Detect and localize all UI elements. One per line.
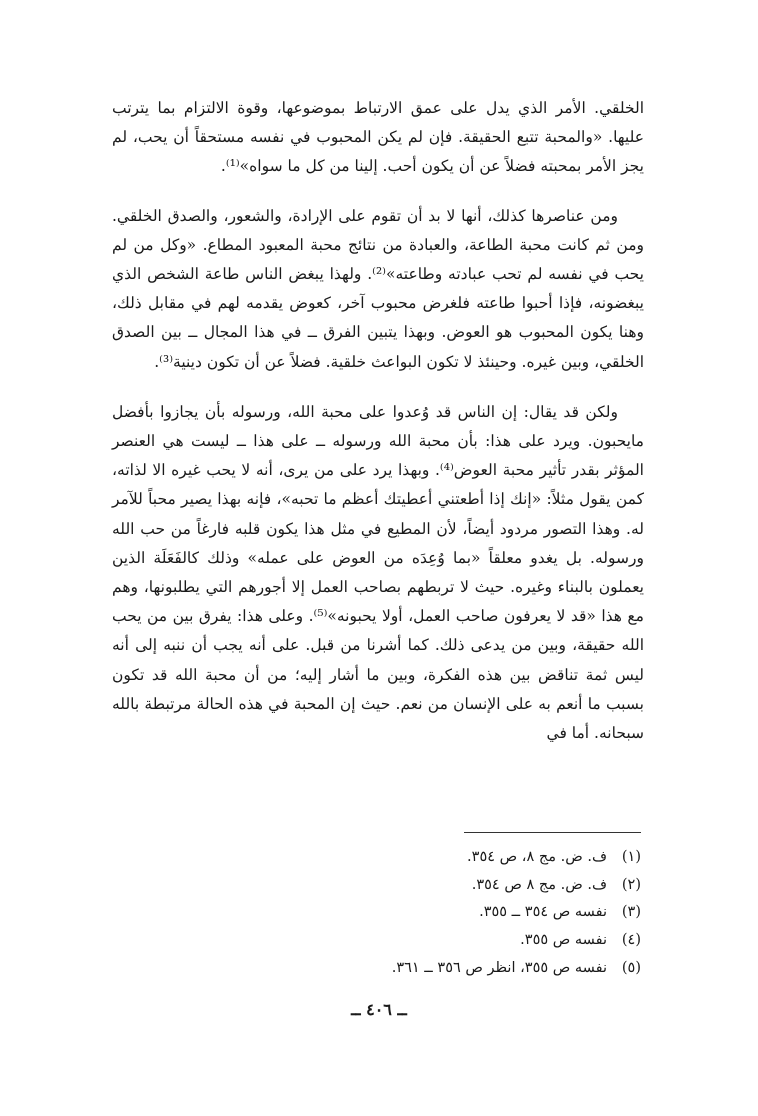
main-text <box>112 94 644 748</box>
footnote-number: (٤) <box>621 932 641 949</box>
paragraph-1: الخلقي. الأمر الذي يدل على عمق الارتباط بموضوعها، وقوة الالتزام بما يترتب عليها. «والمحبة تتبع الحقيقة. فإن لم يكن المحبوب في نفسه مستحقاً أن يحب، لم يجز الأمر بمحبته فضلاً عن أن يكون أحب. إلينا من كل ما سواه»⁽¹⁾. <box>112 99 644 176</box>
footnote-text: ف. ض. مج ٨ ص ٣٥٤. <box>471 876 607 893</box>
footnote-text: نفسه ص ٣٥٥. <box>520 932 607 949</box>
paragraph-2: ومن عناصرها كذلك، أنها لا بد أن تقوم على الإرادة، والشعور، والصدق الخلقي. ومن ثم كانت محبة الطاعة، والعبادة من نتائج محبة المعبود المطاع. «وكل من لم يحب في نفسه لم تحب عبادته وطاعته»⁽²⁾. ولهذا يبغض الناس طاعة الشخص الذي يبغضونه، فإذا أحبوا طاعته فلغرض محبوب آخر، كعوض يقدمه لهم في مقابل ذلك، وهنا يكون المحبوب هو العوض. وبهذا يتبين الفرق ــ في هذا المجال ــ بين الصدق الخلقي، وبين غيره. وحينئذ لا تكون البواعث خلقية. فضلاً عن أن تكون دينية⁽³⁾. <box>112 206 644 371</box>
footnote-item <box>241 872 641 900</box>
footnotes <box>241 844 641 983</box>
footnote-text: نفسه ص ٣٥٥، انظر ص ٣٥٦ ــ ٣٦١. <box>391 959 607 976</box>
footnote-text: ف. ض. مج ٨، ص ٣٥٤. <box>467 849 607 865</box>
footnote-number: (١) <box>621 849 641 865</box>
page-number: ــ ٤٠٦ ــ <box>351 1000 407 1019</box>
footnote-text: نفسه ص ٣٥٤ ــ ٣٥٥. <box>479 904 607 921</box>
footnote-item <box>241 955 641 983</box>
footnote-number: (٥) <box>621 959 641 976</box>
footnote-number: (٢) <box>621 876 641 893</box>
paragraph-3: ولكن قد يقال: إن الناس قد وُعدوا على محبة الله، ورسوله بأن يجازوا بأفضل مايحبون. ويرد على هذا: بأن محبة الله ورسوله ــ على هذا ــ ليست هي العنصر المؤثر بقدر تأثير محبة العوض⁽⁴⁾. وبهذا يرد على من يرى، أنه لا يحب غيره الا لذاته، كمن يقول مثلاً: «إنك إذا أطعتني أعطيتك أعظم ما تحبه»، فإنه بهذا يصير محباً للآمر له. وهذا التصور مردود أيضاً، لأن المطيع في مثل هذا يكون قلبه فارغاً من حب الله ورسوله. بل يغدو معلقاً «بما وُعِدَه من العوض على عمله» وذلك كالفَعَلَة الذين يعملون بالبناء وغيره. حيث لا تربطهم بصاحب العمل إلا أجورهم التي يطلبونها، وهم مع هذا «قد لا يعرفون صاحب العمل، أولا يحبونه»⁽⁵⁾. وعلى هذا: يفرق بين من يحب الله حقيقة، وبين من يدعى ذلك. كما أشرنا من قبل. على أنه يجب أن ننبه إلى أنه ليس ثمة تناقض بين هذه الفكرة، وبين ما أشار إليه؛ من أن محبة الله قد تكون بسبب ما أنعم به على الإنسان من نعم. حيث إن المحبة في هذه الحالة مرتبطة بالله سبحانه. أما في <box>112 402 644 743</box>
footnote-item <box>241 844 641 872</box>
footnote-number: (٣) <box>621 904 641 921</box>
footnote-divider <box>464 832 641 833</box>
footnote-item <box>241 927 641 955</box>
footnote-item <box>241 899 641 927</box>
